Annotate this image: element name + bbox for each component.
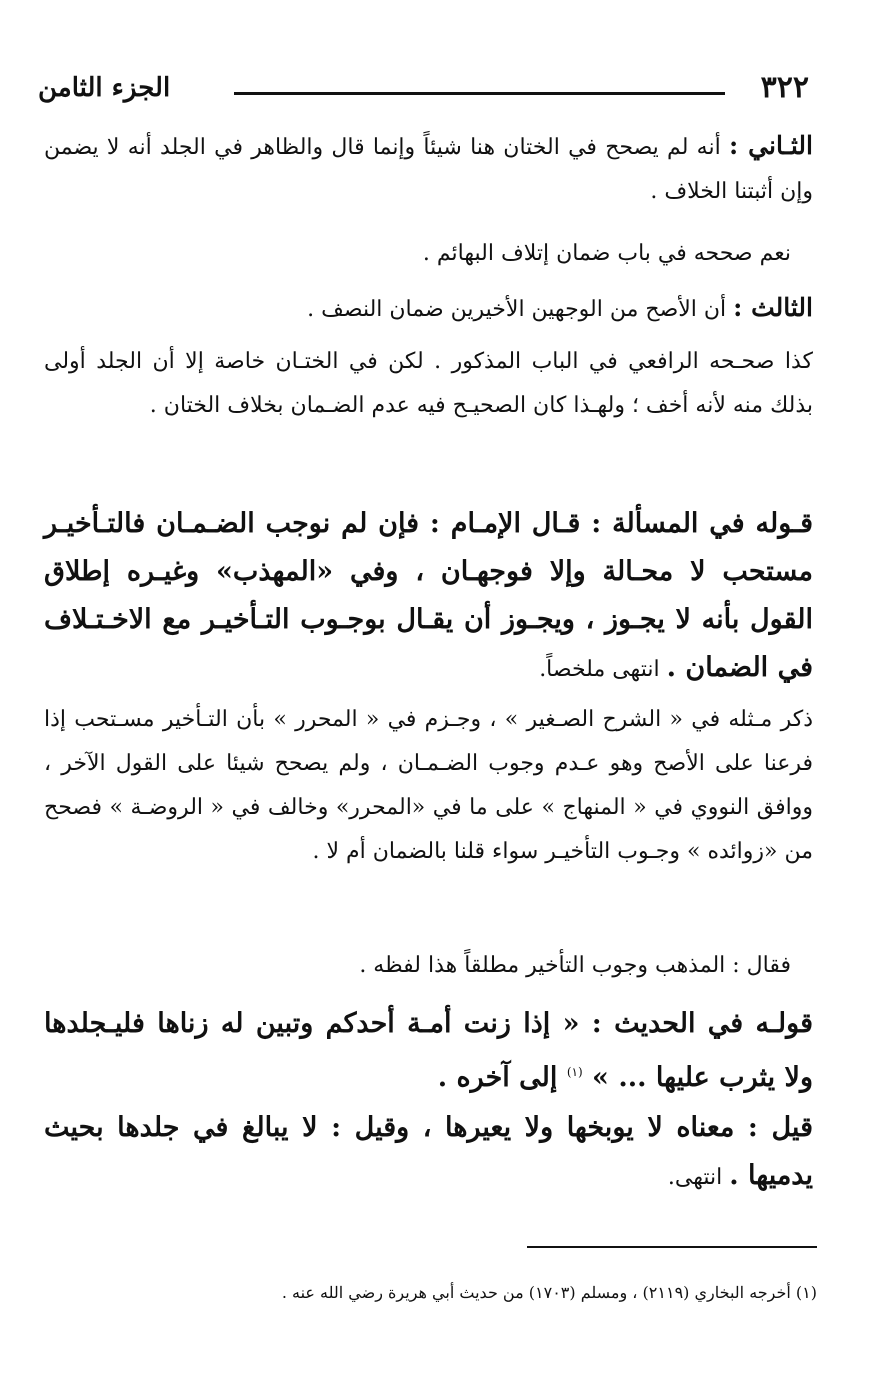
paragraph-lead: الثـاني : <box>728 131 813 160</box>
header-rule <box>234 92 725 95</box>
paragraph-rafii-note <box>44 340 813 428</box>
footnote <box>40 1278 817 1308</box>
paragraph-lead: الثالث : <box>733 293 813 322</box>
paragraph-text: أن الأصح من الوجهين الأخيرين ضمان النصف . <box>307 297 734 322</box>
paragraph-text: كذا صحـحه الرافعي في الباب المذكور . لكن في الختـان خاصة إلا أن الجلد أولى بذلك منه لأنه أخف ؛ ولهـذا كان الصحيـح فيه عدم الضـمان بخلاف الختان . <box>44 349 813 418</box>
paragraph-text: أنه لم يصحح في الختان هنا شيئاً وإنما قال والظاهر في الجلد أنه لا يضمن وإن أثبتنا الخلاف . <box>44 135 813 204</box>
paragraph-hadith-quote <box>44 1000 813 1102</box>
footnote-reference[interactable]: (١) <box>566 1065 583 1079</box>
paragraph-meaning-quote <box>44 1104 813 1202</box>
paragraph-text: نعم صححه في باب ضمان إتلاف البهائم . <box>422 241 791 266</box>
part-title: الجزء الثامن <box>38 73 171 103</box>
footnote-text: (١) أخرجه البخاري (٢١١٩) ، ومسلم (١٧٠٣) من حديث أبي هريرة رضي الله عنه . <box>281 1283 817 1302</box>
paragraph-text: ذكر مـثله في « الشرح الصـغير » ، وجـزم في « المحرر » بأن التـأخير مسـتحب إذا فرعنا على الأصح وهو عـدم وجوب الضـمـان ، ولم يصحح شيئا على القول الآخر ، ووافق النووي في « المنهاج » على ما في «المحرر» وخالف في « الروضـة » فصحح من «زوائده » وجـوب التأخيـر سواء قلنا بالضمان أم لا . <box>44 707 813 864</box>
paragraph-tail: انتهى. <box>667 1165 730 1190</box>
paragraph-madhhab-note <box>44 944 791 988</box>
paragraph-tail: انتهى ملخصاً. <box>539 657 667 682</box>
paragraph-third-point <box>44 286 813 332</box>
quoted-text: قولـه في الحديث : « إذا زنت أمـة أحدكم وتبين له زناها فليـجلدها ولا يثرب عليها ... » <box>44 1008 813 1093</box>
paragraph-second-point <box>44 124 813 214</box>
paragraph-sharh-note <box>44 698 813 874</box>
page-number: ٣٢٢ <box>760 70 809 105</box>
paragraph-correction-note <box>44 232 791 276</box>
quoted-text: إلى آخره . <box>437 1062 567 1093</box>
paragraph-text: فقال : المذهب وجوب التأخير مطلقاً هذا لفظه . <box>359 953 791 978</box>
quoted-text: قيل : معناه لا يوبخها ولا يعيرها ، وقيل : لا يبالغ في جلدها بحيث يدميها . <box>44 1112 813 1191</box>
footnote-separator <box>527 1246 817 1248</box>
page-header <box>38 66 809 118</box>
paragraph-imam-quote <box>44 500 813 694</box>
quoted-text: قـوله في المسألة : قـال الإمـام : فإن لم نوجب الضـمـان فالتـأخيـر مستحب لا محـالة وإلا فوجهـان ، وفي «المهذب» وغيـره إطلاق القول بأنه لا يجـوز ، ويجـوز أن يقـال بوجـوب التـأخيـر مع الاخـتـلاف في الضمان . <box>44 508 813 683</box>
